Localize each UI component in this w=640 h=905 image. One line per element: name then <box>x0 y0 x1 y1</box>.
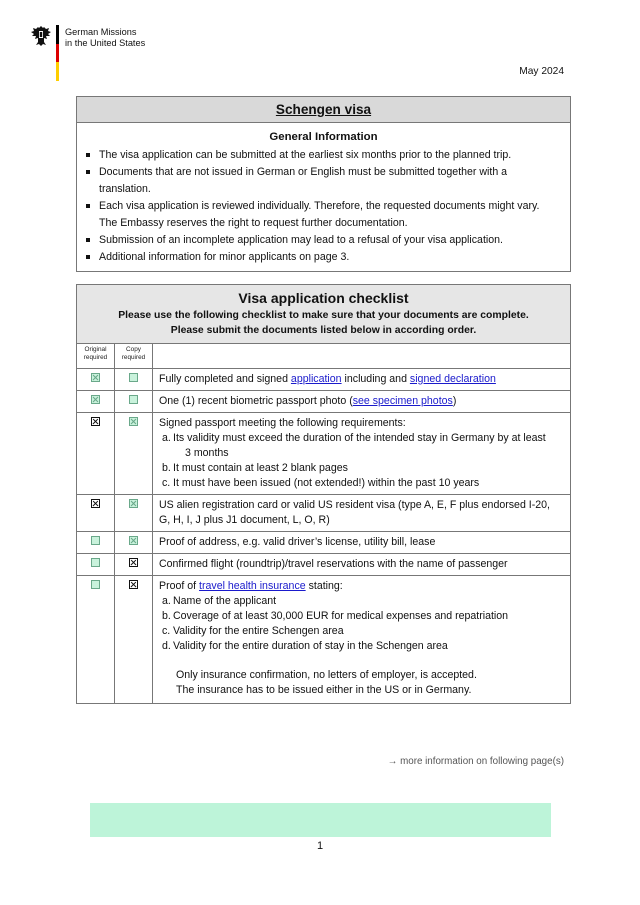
insurance-note-1: Only insurance confirmation, no letters of employer, is accepted. <box>176 668 477 681</box>
original-checkbox[interactable] <box>91 395 100 404</box>
list-item: Each visa application is reviewed individually. Therefore, the requested documents might vary. The Embassy reserves the right to request further documentation. <box>77 198 570 232</box>
signed-declaration-link[interactable]: signed declaration <box>409 372 496 385</box>
original-checkbox[interactable] <box>91 580 100 589</box>
sub-item: d. Validity for the entire duration of stay in the Schengen area <box>162 639 448 652</box>
table-row <box>77 553 570 575</box>
table-row <box>77 531 570 553</box>
copy-checkbox[interactable] <box>129 499 138 508</box>
row-text: Proof of travel health insurance stating: a. Name of the applicant b. Coverage of at least 30,000 EUR for medical expenses and repatriation c. Validity for the entire Schengen area d. Validity for the entire duration of stay in the Schengen area Only insurance confirmation, no letters of employer, is accepted. The insurance has to be issued either in the US or in Germany. <box>153 575 571 703</box>
row-text <box>153 412 571 494</box>
copy-checkbox[interactable] <box>129 373 138 382</box>
copy-checkbox[interactable] <box>129 417 138 426</box>
original-checkbox[interactable] <box>91 417 100 426</box>
original-checkbox[interactable] <box>91 499 100 508</box>
section-title: Schengen visa <box>77 97 570 123</box>
sub-item: b. It must contain at least 2 blank pages <box>162 461 348 474</box>
sub-item: b. Coverage of at least 30,000 EUR for medical expenses and repatriation <box>162 609 509 622</box>
list-item: The visa application can be submitted at the earliest six months prior to the planned trip. <box>77 147 570 164</box>
row-text: Confirmed flight (roundtrip)/travel reservations with the name of passenger <box>153 553 571 575</box>
eagle-icon <box>30 24 52 48</box>
checklist-instructions-2: Please submit the documents listed below in according order. <box>170 325 477 336</box>
footer-banner <box>90 803 551 837</box>
flag-stripe <box>56 25 59 81</box>
travel-health-insurance-link[interactable]: travel health insurance <box>199 579 306 592</box>
more-info-link[interactable]: → more information on following page(s) <box>387 756 564 767</box>
general-info-title: General Information <box>269 131 378 143</box>
original-checkbox[interactable] <box>91 558 100 567</box>
document-date: May 2024 <box>519 66 564 77</box>
row-text: One (1) recent biometric passport photo (see specimen photos) <box>153 390 571 412</box>
column-header-copy: Copy required <box>121 346 146 361</box>
list-item: Documents that are not issued in German or English must be submitted together with a translation. <box>77 164 570 198</box>
table-row <box>77 494 570 531</box>
copy-checkbox[interactable] <box>129 395 138 404</box>
table-header-row <box>77 344 570 368</box>
passport-intro: Signed passport meeting the following requirements: <box>159 416 406 429</box>
general-info-list <box>77 147 570 266</box>
insurance-note-2: The insurance has to be issued either in the US or in Germany. <box>176 683 472 696</box>
sub-item-continued: 3 months <box>185 446 229 459</box>
checklist-header <box>77 285 570 344</box>
list-item: Submission of an incomplete application may lead to a refusal of your visa application. <box>77 232 570 249</box>
original-checkbox[interactable] <box>91 536 100 545</box>
sub-item: c. Validity for the entire Schengen area <box>162 624 344 637</box>
checklist-box <box>76 284 571 704</box>
row-text: Fully completed and signed application including and signed declaration <box>153 368 571 390</box>
row-text: Proof of address, e.g. valid driver’s license, utility bill, lease <box>153 531 571 553</box>
org-name <box>65 27 145 49</box>
checklist-title: Visa application checklist <box>238 290 409 306</box>
org-line-1: German Missions <box>65 27 137 37</box>
table-row <box>77 412 570 494</box>
copy-checkbox[interactable] <box>129 536 138 545</box>
table-row <box>77 390 570 412</box>
table-row <box>77 368 570 390</box>
checklist-instructions-1: Please use the following checklist to make sure that your documents are complete. <box>118 310 529 321</box>
org-line-2: in the United States <box>65 38 146 48</box>
application-link[interactable]: application <box>290 372 342 385</box>
column-header-original: Original required <box>83 346 108 361</box>
page-number: 1 <box>316 840 324 852</box>
specimen-photos-link[interactable]: see specimen photos <box>352 394 453 407</box>
sub-item: c. It must have been issued (not extended!) within the past 10 years <box>162 476 480 489</box>
table-row <box>77 575 570 703</box>
copy-checkbox[interactable] <box>129 558 138 567</box>
sub-item: a. Name of the applicant <box>162 594 277 607</box>
checklist-table <box>77 344 570 703</box>
original-checkbox[interactable] <box>91 373 100 382</box>
list-item: Additional information for minor applicants on page 3. <box>77 249 570 266</box>
row-text: US alien registration card or valid US resident visa (type A, E, F plus endorsed I-20, G, H, I, J plus J1 document, L, O, R) <box>153 494 571 531</box>
copy-checkbox[interactable] <box>129 580 138 589</box>
sub-item: a. Its validity must exceed the duration of the intended stay in Germany by at least <box>162 431 546 444</box>
general-info-box <box>76 96 571 272</box>
